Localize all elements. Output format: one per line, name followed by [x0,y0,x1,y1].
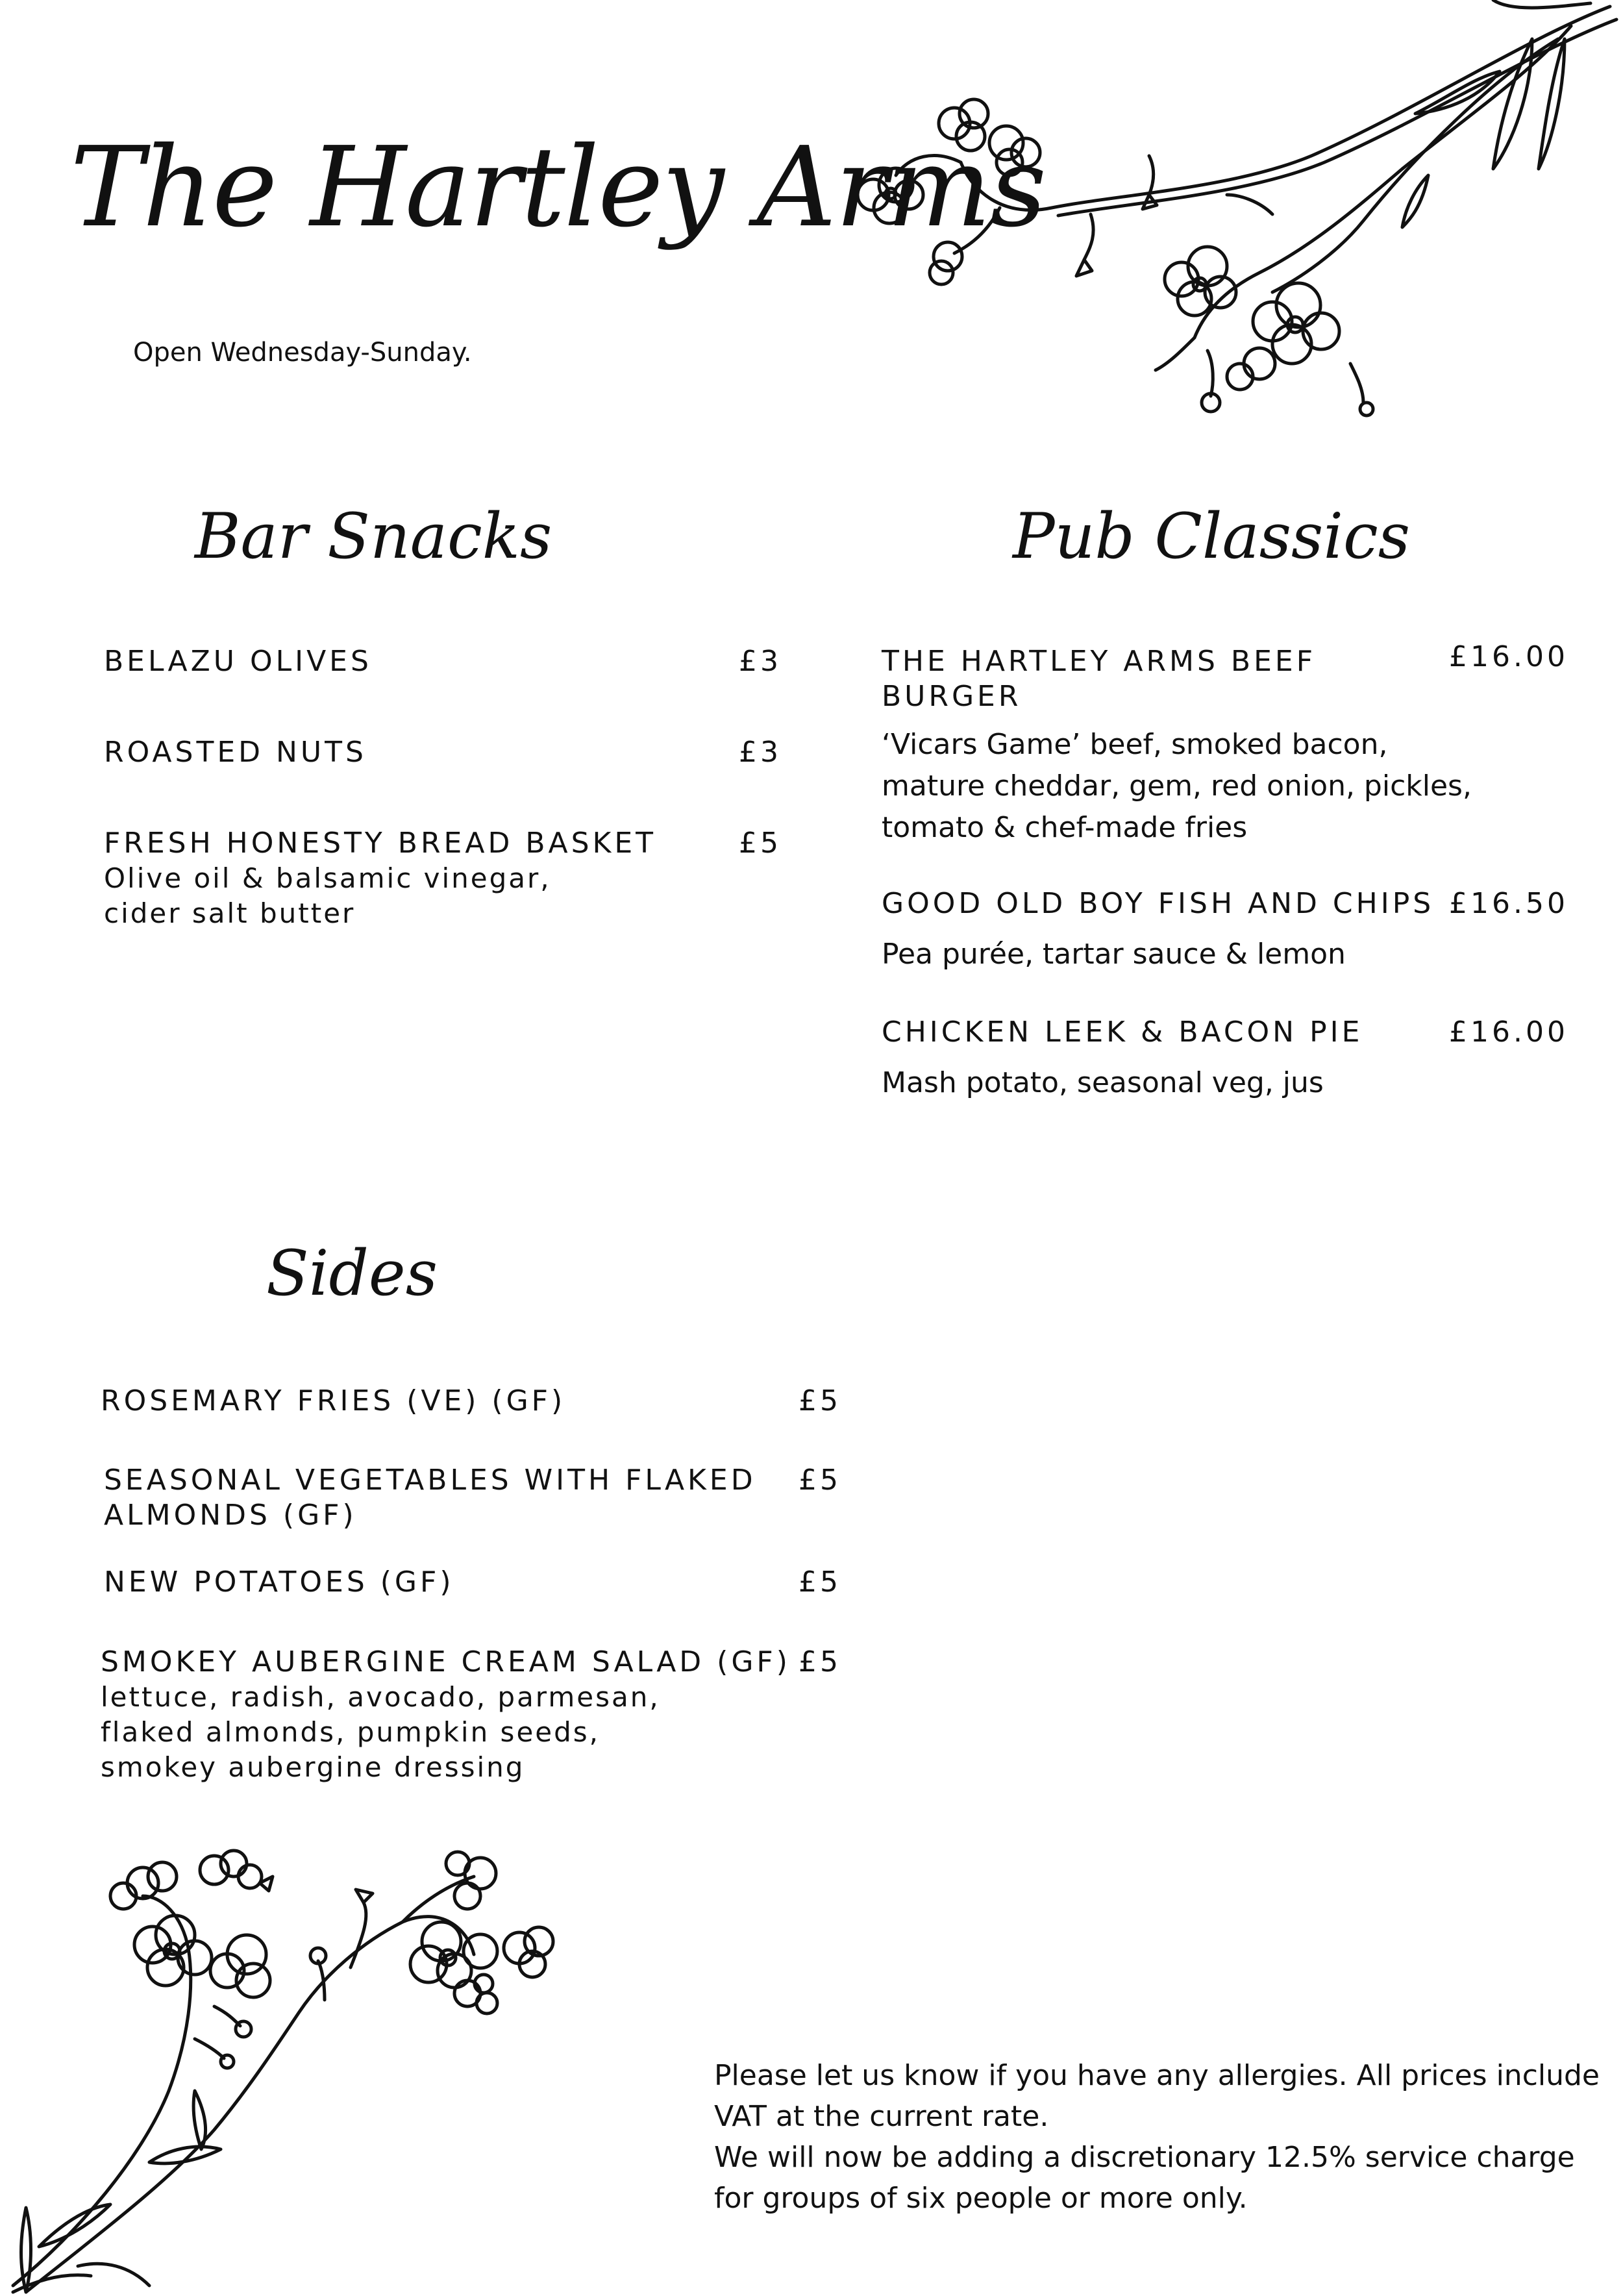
section-title-pub-classics: Pub Classics [1013,500,1411,573]
service-charge-line: for groups of six people or more only. [714,2182,1248,2215]
floral-branch-bottom-icon [0,1844,584,2296]
menu-item-name: ROSEMARY FRIES (VE) (GF) [101,1384,566,1417]
menu-item-description: tomato & chef-made fries [882,811,1248,844]
allergy-notice [714,2055,1600,2219]
section-title-bar-snacks: Bar Snacks [195,500,552,573]
service-charge-line: We will now be adding a discretionary 12.5% service charge [714,2141,1575,2174]
menu-item-price: £16.00 [1449,640,1568,673]
menu-item-name: BELAZU OLIVES [104,645,372,678]
allergy-notice-line: VAT at the current rate. [714,2100,1049,2133]
menu-item-name: NEW POTATOES (GF) [104,1566,454,1599]
menu-item-price: £16.00 [1449,1016,1568,1049]
menu-item-description: cider salt butter [104,897,356,929]
menu-item-price: £5 [739,827,782,860]
opening-hours: Open Wednesday-Sunday. [133,338,472,368]
menu-item-price: £16.50 [1449,887,1568,920]
menu-item-name: BURGER [882,680,1022,713]
menu-item-description: Olive oil & balsamic vinegar, [104,862,551,894]
menu-item-price: £5 [799,1645,841,1678]
menu-item-price: £5 [799,1464,841,1497]
menu-item-description: Pea purée, tartar sauce & lemon [882,938,1346,971]
menu-item-description: mature cheddar, gem, red onion, pickles, [882,769,1472,803]
menu-item-name: CHICKEN LEEK & BACON PIE [882,1016,1363,1049]
menu-item-name: ALMONDS (GF) [104,1499,357,1532]
menu-item-name: FRESH HONESTY BREAD BASKET [104,827,657,860]
menu-item-description: lettuce, radish, avocado, parmesan, [101,1681,660,1713]
allergy-notice-line: Please let us know if you have any allergies. All prices include [714,2059,1600,2092]
menu-item-name: ROASTED NUTS [104,736,367,769]
section-title-sides: Sides [266,1237,438,1310]
menu-item-name: THE HARTLEY ARMS BEEF [882,645,1317,678]
menu-item-description: Mash potato, seasonal veg, jus [882,1066,1324,1099]
menu-item-price: £5 [799,1566,841,1599]
menu-item-name: SEASONAL VEGETABLES WITH FLAKED [104,1464,756,1497]
menu-item-price: £3 [739,736,782,769]
menu-item-description: flaked almonds, pumpkin seeds, [101,1716,601,1748]
menu-item-price: £5 [799,1384,841,1417]
menu-item-price: £3 [739,645,782,678]
menu-item-description: smokey aubergine dressing [101,1751,525,1783]
menu-item-name: SMOKEY AUBERGINE CREAM SALAD (GF) [101,1645,791,1678]
brand-title: The Hartley Arms [70,123,1046,252]
menu-item-description: ‘Vicars Game’ beef, smoked bacon, [882,728,1388,761]
menu-item-name: GOOD OLD BOY FISH AND CHIPS [882,887,1435,920]
